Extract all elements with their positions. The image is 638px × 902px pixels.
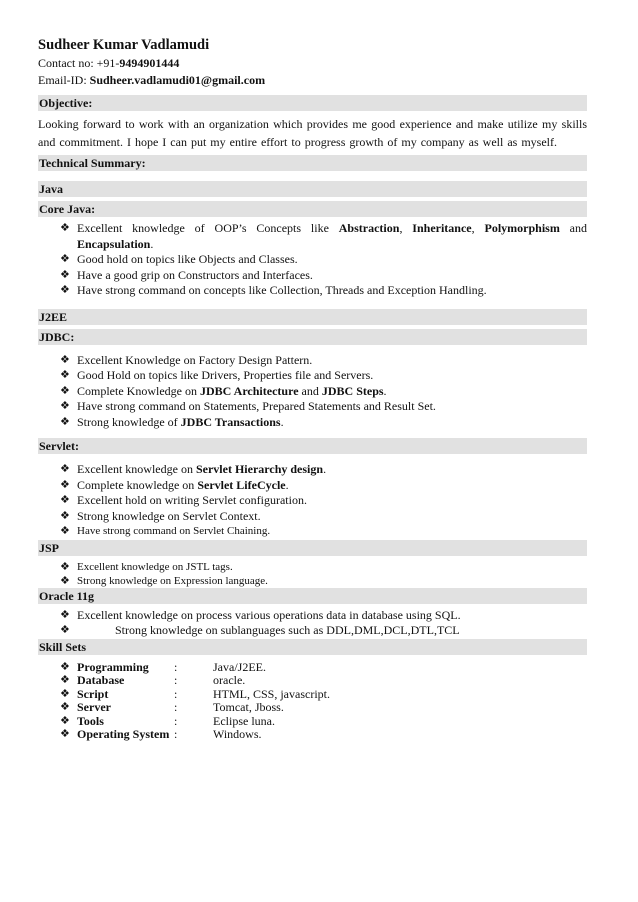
email-line xyxy=(38,72,587,89)
list-item xyxy=(60,574,587,588)
diamond-bullet-icon: ❖ xyxy=(60,384,70,397)
skill-key: Script xyxy=(77,686,109,701)
skill-value: Windows. xyxy=(213,727,262,741)
diamond-bullet-icon: ❖ xyxy=(60,369,70,381)
list-item-emphasis: Servlet Hierarchy design xyxy=(195,462,324,476)
diamond-bullet-icon: ❖ xyxy=(60,687,70,700)
diamond-bullet-icon: ❖ xyxy=(60,560,70,573)
list-item xyxy=(60,493,587,509)
list-item xyxy=(60,478,587,494)
list-item-text: Have strong command on Servlet Chaining. xyxy=(77,525,271,537)
jsp-heading: JSP xyxy=(38,540,587,556)
list-item-text: Strong knowledge on Servlet Context. xyxy=(77,508,261,523)
skill-colon: : xyxy=(174,686,178,701)
list-item-text: . xyxy=(285,477,289,492)
list-item-text: , xyxy=(399,221,413,235)
list-item-text: Excellent Knowledge on Factory Design Pattern. xyxy=(77,352,313,367)
list-item-emphasis: JDBC Transactions xyxy=(180,414,281,429)
list-item-text: Excellent hold on writing Servlet configuration. xyxy=(77,493,307,507)
skill-row xyxy=(60,674,587,688)
list-item-text: Excellent knowledge on xyxy=(77,462,196,476)
skill-key: Server xyxy=(77,700,111,714)
list-item-text: Strong knowledge on sublanguages such as DDL,DML,DCL,DTL,TCL xyxy=(115,623,460,637)
list-item xyxy=(60,415,587,431)
skill-key: Tools xyxy=(77,713,104,728)
diamond-bullet-icon: ❖ xyxy=(60,674,70,686)
list-item-emphasis: Servlet LifeCycle xyxy=(197,477,286,492)
list-item-text: Excellent knowledge on JSTL tags. xyxy=(77,560,233,573)
list-item-text: Have strong command on concepts like Collection, Threads and Exception Handling. xyxy=(77,283,487,297)
skill-colon: : xyxy=(174,659,178,674)
skill-sets-table xyxy=(60,661,587,742)
skill-key: Database xyxy=(77,673,125,687)
contact-number: 9494901444 xyxy=(119,56,180,70)
skill-colon: : xyxy=(174,727,178,741)
skill-row xyxy=(60,715,587,729)
diamond-bullet-icon: ❖ xyxy=(60,701,70,713)
diamond-bullet-icon: ❖ xyxy=(60,400,70,412)
servlet-list xyxy=(38,462,587,540)
list-item xyxy=(60,462,587,478)
list-item-text: Good Hold on topics like Drivers, Properties file and Servers. xyxy=(77,368,374,382)
core-java-list xyxy=(38,221,587,299)
list-item-text: and xyxy=(298,383,322,398)
servlet-heading: Servlet: xyxy=(38,438,587,454)
list-item-text: . xyxy=(280,414,284,429)
list-item-emphasis: Polymorphism xyxy=(484,221,560,235)
list-item xyxy=(60,353,587,369)
jsp-list xyxy=(38,560,587,588)
list-item xyxy=(60,399,587,415)
diamond-bullet-icon: ❖ xyxy=(60,660,70,673)
list-item-text: Good hold on topics like Objects and Classes. xyxy=(77,252,298,266)
diamond-bullet-icon: ❖ xyxy=(60,525,70,537)
skill-row xyxy=(60,728,587,742)
j2ee-heading: J2EE xyxy=(38,309,587,325)
diamond-bullet-icon: ❖ xyxy=(60,268,70,281)
diamond-bullet-icon: ❖ xyxy=(60,509,70,522)
resume-page xyxy=(38,36,587,742)
diamond-bullet-icon: ❖ xyxy=(60,574,70,587)
list-item xyxy=(60,283,587,299)
skill-colon: : xyxy=(174,700,178,714)
list-item xyxy=(60,268,587,284)
list-item-emphasis: Abstraction xyxy=(338,221,400,235)
diamond-bullet-icon: ❖ xyxy=(60,608,70,621)
email-address[interactable]: Sudheer.vadlamudi01@gmail.com xyxy=(89,73,266,87)
skill-value: Java/J2EE. xyxy=(213,659,266,674)
skill-colon: : xyxy=(174,673,178,687)
jdbc-heading: JDBC: xyxy=(38,329,587,345)
diamond-bullet-icon: ❖ xyxy=(60,284,70,296)
technical-summary-heading: Technical Summary: xyxy=(38,155,587,171)
diamond-bullet-icon: ❖ xyxy=(60,714,70,727)
list-item-text: Complete Knowledge on xyxy=(77,383,200,398)
list-item-text: Complete knowledge on xyxy=(77,477,198,492)
list-item xyxy=(60,608,587,624)
diamond-bullet-icon: ❖ xyxy=(60,728,70,740)
java-heading: Java xyxy=(38,181,587,197)
list-item-text: Have a good grip on Constructors and Interfaces. xyxy=(77,267,313,282)
core-java-heading: Core Java: xyxy=(38,201,587,217)
diamond-bullet-icon: ❖ xyxy=(60,478,70,491)
candidate-name: Sudheer Kumar Vadlamudi xyxy=(38,37,210,53)
list-item xyxy=(60,509,587,525)
diamond-bullet-icon: ❖ xyxy=(60,494,70,506)
diamond-bullet-icon: ❖ xyxy=(60,253,70,265)
list-item xyxy=(60,221,587,252)
contact-label: Contact no: +91- xyxy=(38,56,120,70)
diamond-bullet-icon: ❖ xyxy=(60,222,70,234)
list-item xyxy=(60,623,587,639)
list-item-emphasis: JDBC Architecture xyxy=(199,383,299,398)
list-item xyxy=(60,384,587,400)
list-item-emphasis: JDBC Steps xyxy=(321,383,384,398)
oracle-heading: Oracle 11g xyxy=(38,588,587,604)
list-item-text: Strong knowledge on Expression language. xyxy=(77,574,268,587)
oracle-list xyxy=(38,608,587,639)
list-item-text: , xyxy=(471,221,485,235)
list-item-text: Excellent knowledge on process various operations data in database using SQL. xyxy=(77,607,461,622)
list-item-text: . xyxy=(150,236,154,251)
objective-heading: Objective: xyxy=(38,95,587,111)
list-item-text: . xyxy=(323,462,327,476)
list-item-text: and xyxy=(559,221,588,235)
skill-value: Eclipse luna. xyxy=(213,713,275,728)
list-item-emphasis: Encapsulation xyxy=(77,236,151,251)
contact-line xyxy=(38,55,587,72)
skill-sets-heading: Skill Sets xyxy=(38,639,587,655)
diamond-bullet-icon: ❖ xyxy=(60,415,70,428)
diamond-bullet-icon: ❖ xyxy=(60,353,70,366)
diamond-bullet-icon: ❖ xyxy=(60,463,70,475)
skill-value: HTML, CSS, javascript. xyxy=(213,686,330,701)
list-item xyxy=(60,368,587,384)
email-label: Email-ID: xyxy=(38,73,90,87)
skill-key: Programming xyxy=(77,659,149,674)
list-item-emphasis: Inheritance xyxy=(412,221,472,235)
skill-colon: : xyxy=(174,713,178,728)
list-item-text: . xyxy=(383,383,387,398)
skill-value: oracle. xyxy=(213,673,246,687)
list-item xyxy=(60,524,587,540)
list-item-text: Excellent knowledge of OOP’s Concepts like xyxy=(77,221,339,235)
skill-value: Tomcat, Jboss. xyxy=(213,700,284,714)
skill-row xyxy=(60,701,587,715)
list-item xyxy=(60,252,587,268)
objective-text: Looking forward to work with an organization which provides me good experience and make utilize my skills and commitment. I hope I can put my entire effort to progress growth of my company as well as myself. xyxy=(38,117,587,149)
skill-row xyxy=(60,661,587,675)
diamond-bullet-icon: ❖ xyxy=(60,624,70,636)
jdbc-list xyxy=(38,353,587,431)
list-item xyxy=(60,560,587,574)
list-item-text: Strong knowledge of xyxy=(77,414,181,429)
skill-key: Operating System xyxy=(77,727,170,741)
list-item-text: Have strong command on Statements, Prepared Statements and Result Set. xyxy=(77,399,436,413)
skill-row xyxy=(60,688,587,702)
